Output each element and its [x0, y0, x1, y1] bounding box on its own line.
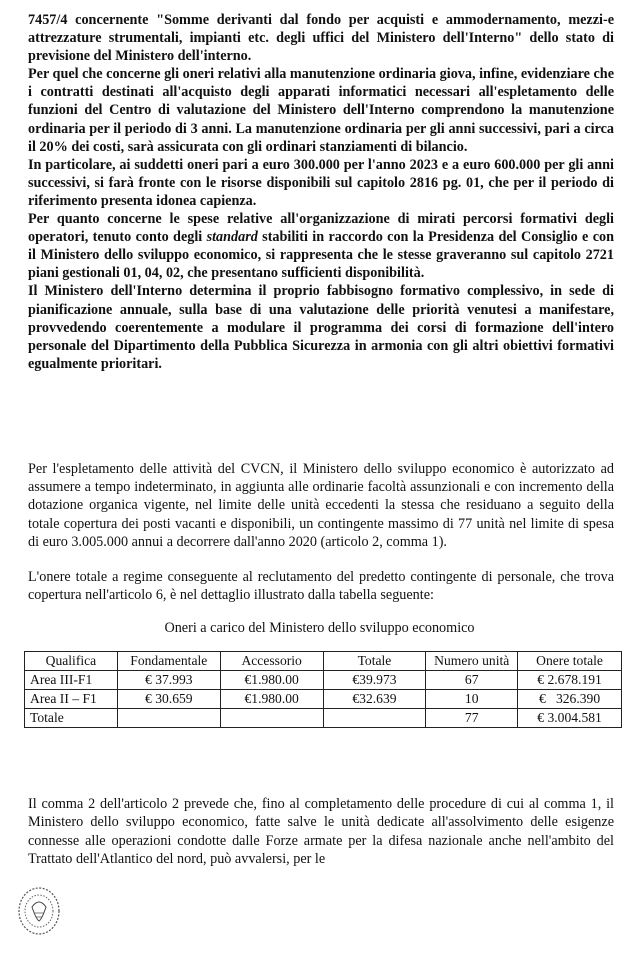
training-text-italic: standard: [206, 229, 258, 246]
table-row: [25, 671, 622, 690]
table-cell: €1.980.00: [220, 671, 323, 690]
table-cell: Area III-F1: [25, 671, 118, 690]
training-text-start: Per quanto concerne le spese relative all'organizzazione di mirati percorsi formativi degli operatori, tenuto conto degli: [28, 211, 614, 246]
table-header-row: [25, 652, 622, 671]
table-cell: €1.980.00: [220, 690, 323, 709]
paragraph-total-charge: L'onere totale a regime conseguente al reclutamento del predetto contingente di personale, che trova copertura nell'articolo 6, è nel dettaglio illustrato dalla tabella seguente:: [28, 569, 614, 604]
table-row: [25, 709, 622, 728]
training-text-end: stabiliti in raccordo con la Presidenza del Consiglio e con il Ministero dello sviluppo economico, si rappresenta che le stesse graveranno sul capitolo 2721 piani gestionali 01, 04, 02, che presentano sufficienti disponibilità.: [28, 229, 614, 282]
table-cell: [323, 709, 426, 728]
table-cell: € 326.390: [518, 690, 622, 709]
table-cell: [220, 709, 323, 728]
table-cell: € 2.678.191: [518, 671, 622, 690]
table-cell: 77: [426, 709, 518, 728]
paragraph-comma-2: Il comma 2 dell'articolo 2 prevede che, fino al completamento delle procedure di cui al comma 1, il Ministero dello sviluppo economico, fatte salve le unità dedicate all'assolvimento delle esigenze connesse alle operazioni condotte dalle Forze armate per la difesa nazionale anche nell'ambito del Trattato dell'Atlantico del nord, può avvalersi, per le: [28, 796, 614, 868]
charges-table: [24, 651, 622, 728]
normal-section: [28, 460, 614, 604]
table-cell: Totale: [25, 709, 118, 728]
header-onere-totale: Onere totale: [518, 652, 622, 671]
paragraph-training: [28, 210, 614, 282]
table-cell: 10: [426, 690, 518, 709]
header-qualifica: Qualifica: [25, 652, 118, 671]
table-cell: €39.973: [323, 671, 426, 690]
bold-section: [28, 11, 614, 373]
table-cell: € 30.659: [117, 690, 220, 709]
header-numero-unita: Numero unità: [426, 652, 518, 671]
table-row: [25, 690, 622, 709]
table-cell: € 37.993: [117, 671, 220, 690]
seal-stamp-icon: [16, 885, 62, 937]
paragraph-cvcn-hiring: Per l'espletamento delle attività del CVCN, il Ministero dello sviluppo economico è autorizzato ad assumere a tempo indeterminato, in aggiunta alle ordinarie facoltà assunzionali e con incremento della dotazione organica vigente, nel limite delle unità eccedenti la stessa che residuano a seguito della totale copertura dei posti vacanti e disponibili, un contingente massimo di 77 unità nel limite di spesa di euro 3.005.000 annui a decorrere dall'anno 2020 (articolo 2, comma 1).: [28, 461, 614, 550]
table-caption: Oneri a carico del Ministero dello sviluppo economico: [164, 620, 475, 636]
paragraph-training-needs: Il Ministero dell'Interno determina il proprio fabbisogno formativo complessivo, in sede di pianificazione annuale, sulla base di una valutazione delle priorità venutesi a manifestare, provvedendo coerentemente a modulare il programma dei corsi di formazione dell'intero personale del Dipartimento della Pubblica Sicurezza in armonia con gli altri obiettivi formativi egualmente prioritari.: [28, 283, 614, 372]
header-accessorio: Accessorio: [220, 652, 323, 671]
paragraph-maintenance: Per quel che concerne gli oneri relativi alla manutenzione ordinaria giova, infine, evidenziare che i contratti destinati all'acquisto degli apparati informatici necessari all'espletamento delle funzioni del Centro di valutazione del Ministero dell'Interno comprendono la manutenzione ordinaria per il periodo di 3 anni. La manutenzione ordinaria per gli anni successivi, pari a circa il 20% dei costi, sarà assicurata con gli ordinari stanziamenti di bilancio.: [28, 66, 614, 155]
paragraph-costs-2023: In particolare, ai suddetti oneri pari a euro 300.000 per l'anno 2023 e a euro 600.000 per gli anni successivi, si farà fronte con le risorse disponibili sul capitolo 2816 pg. 01, che per il periodo di riferimento presenta idonea capienza.: [28, 156, 614, 209]
header-totale: Totale: [323, 652, 426, 671]
table-cell: € 3.004.581: [518, 709, 622, 728]
table-cell: €32.639: [323, 690, 426, 709]
header-fondamentale: Fondamentale: [117, 652, 220, 671]
table-cell: Area II – F1: [25, 690, 118, 709]
table-cell: 67: [426, 671, 518, 690]
table-cell: [117, 709, 220, 728]
paragraph-chapter-7457: 7457/4 concernente "Somme derivanti dal fondo per acquisti e ammodernamento, mezzi-e attrezzature strumentali, impianti etc. degli uffici del Ministero dell'Interno" dello stato di previsione del Ministero dell'interno.: [28, 12, 614, 65]
